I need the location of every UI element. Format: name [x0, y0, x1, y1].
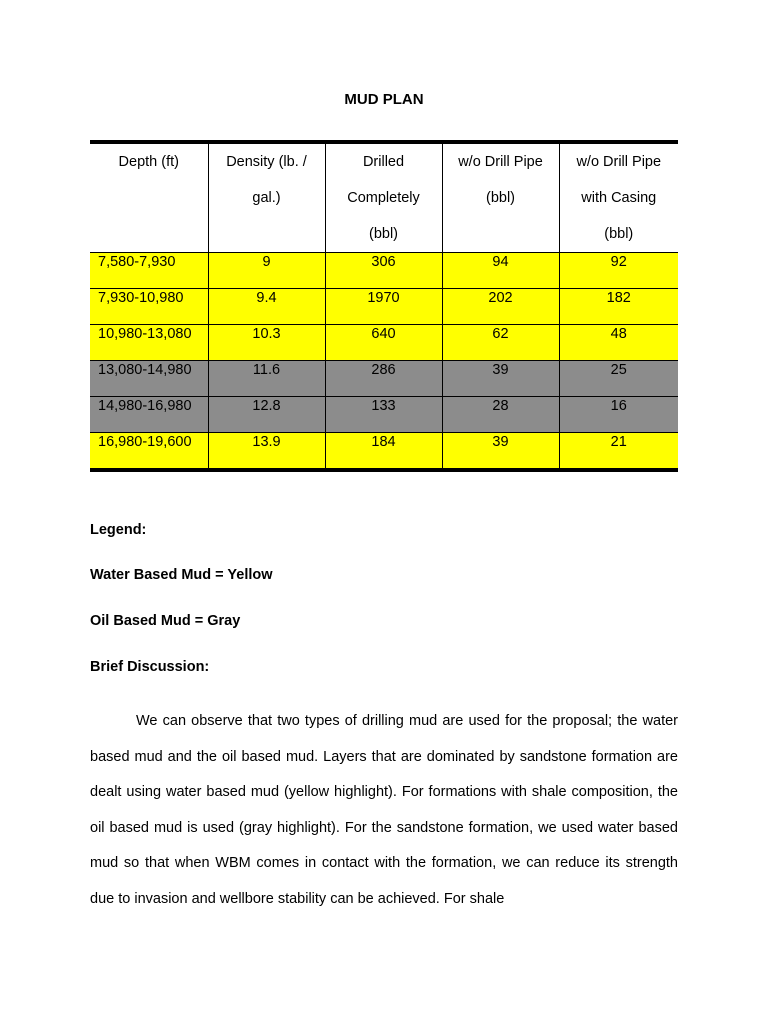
table-row [90, 433, 678, 469]
table-row [90, 325, 678, 361]
discussion-heading: Brief Discussion: [90, 659, 210, 675]
cell-drilled: 306 [325, 253, 442, 289]
cell-with-casing: 182 [559, 289, 678, 325]
cell-without-pipe: 39 [442, 361, 559, 397]
cell-density: 9.4 [208, 289, 325, 325]
header-without-drill-pipe [442, 144, 559, 253]
header-line: Depth (ft) [118, 154, 179, 170]
header-line: Completely [347, 190, 420, 206]
legend-heading: Legend: [90, 522, 147, 538]
cell-with-casing: 21 [610, 434, 627, 450]
cell-depth: 13,080-14,980 [90, 361, 208, 397]
cell-depth: 14,980-16,980 [90, 397, 208, 433]
cell-without-pipe: 202 [442, 289, 559, 325]
header-line: w/o Drill Pipe [458, 154, 543, 170]
table-row [90, 397, 678, 433]
cell-density: 12.8 [208, 397, 325, 433]
cell-depth: 16,980-19,600 [90, 433, 208, 469]
table-row [90, 361, 678, 397]
cell-depth: 10,980-13,080 [90, 325, 208, 361]
header-density [208, 144, 325, 253]
cell-depth: 7,580-7,930 [90, 253, 208, 289]
header-line: w/o Drill Pipe [576, 154, 662, 170]
cell-drilled: 133 [325, 397, 442, 433]
cell-drilled: 640 [325, 325, 442, 361]
header-line: with Casing [581, 190, 657, 206]
cell-with-casing: 25 [559, 361, 678, 397]
header-line: Density (lb. / [226, 154, 307, 170]
header-line: (bbl) [604, 226, 634, 242]
cell-density: 9 [208, 253, 325, 289]
cell-density: 13.9 [208, 433, 325, 469]
header-without-drill-pipe-with-casing [559, 144, 678, 253]
cell-density: 10.3 [208, 325, 325, 361]
header-drilled-completely [325, 144, 442, 253]
mud-plan-table [90, 140, 678, 472]
table-row [90, 289, 678, 325]
cell-with-casing: 16 [559, 397, 678, 433]
header-line: Drilled [362, 154, 405, 170]
cell-without-pipe: 62 [442, 325, 559, 361]
cell-with-casing: 92 [559, 253, 678, 289]
cell-depth: 7,930-10,980 [90, 289, 208, 325]
table-header-row [90, 144, 678, 253]
page-title: MUD PLAN [344, 91, 424, 108]
header-line: (bbl) [368, 226, 398, 242]
discussion-paragraph: We can observe that two types of drilling mud are used for the proposal; the water based mud and the oil based mud. Layers that are dominated by sandstone formation are dealt using water based mud (yellow highlight). For formations with shale composition, the oil based mud is used (gray highlight). For the sandstone formation, we used water based mud so that when WBM comes in contact with the formation, we can reduce its strength due to invasion and wellbore stability can be achieved. For shale [90, 713, 678, 907]
cell-without-pipe: 28 [442, 397, 559, 433]
legend-oil-based: Oil Based Mud = Gray [90, 613, 241, 629]
cell-density: 11.6 [208, 361, 325, 397]
header-line: gal.) [252, 190, 281, 206]
table-row [90, 253, 678, 289]
cell-drilled: 1970 [325, 289, 442, 325]
header-depth [90, 144, 208, 253]
cell-drilled: 286 [325, 361, 442, 397]
cell-without-pipe: 39 [442, 433, 559, 469]
cell-with-casing: 48 [559, 325, 678, 361]
cell-drilled: 184 [325, 433, 442, 469]
cell-without-pipe: 94 [442, 253, 559, 289]
header-line: (bbl) [485, 190, 515, 206]
legend-water-based: Water Based Mud = Yellow [90, 567, 273, 583]
